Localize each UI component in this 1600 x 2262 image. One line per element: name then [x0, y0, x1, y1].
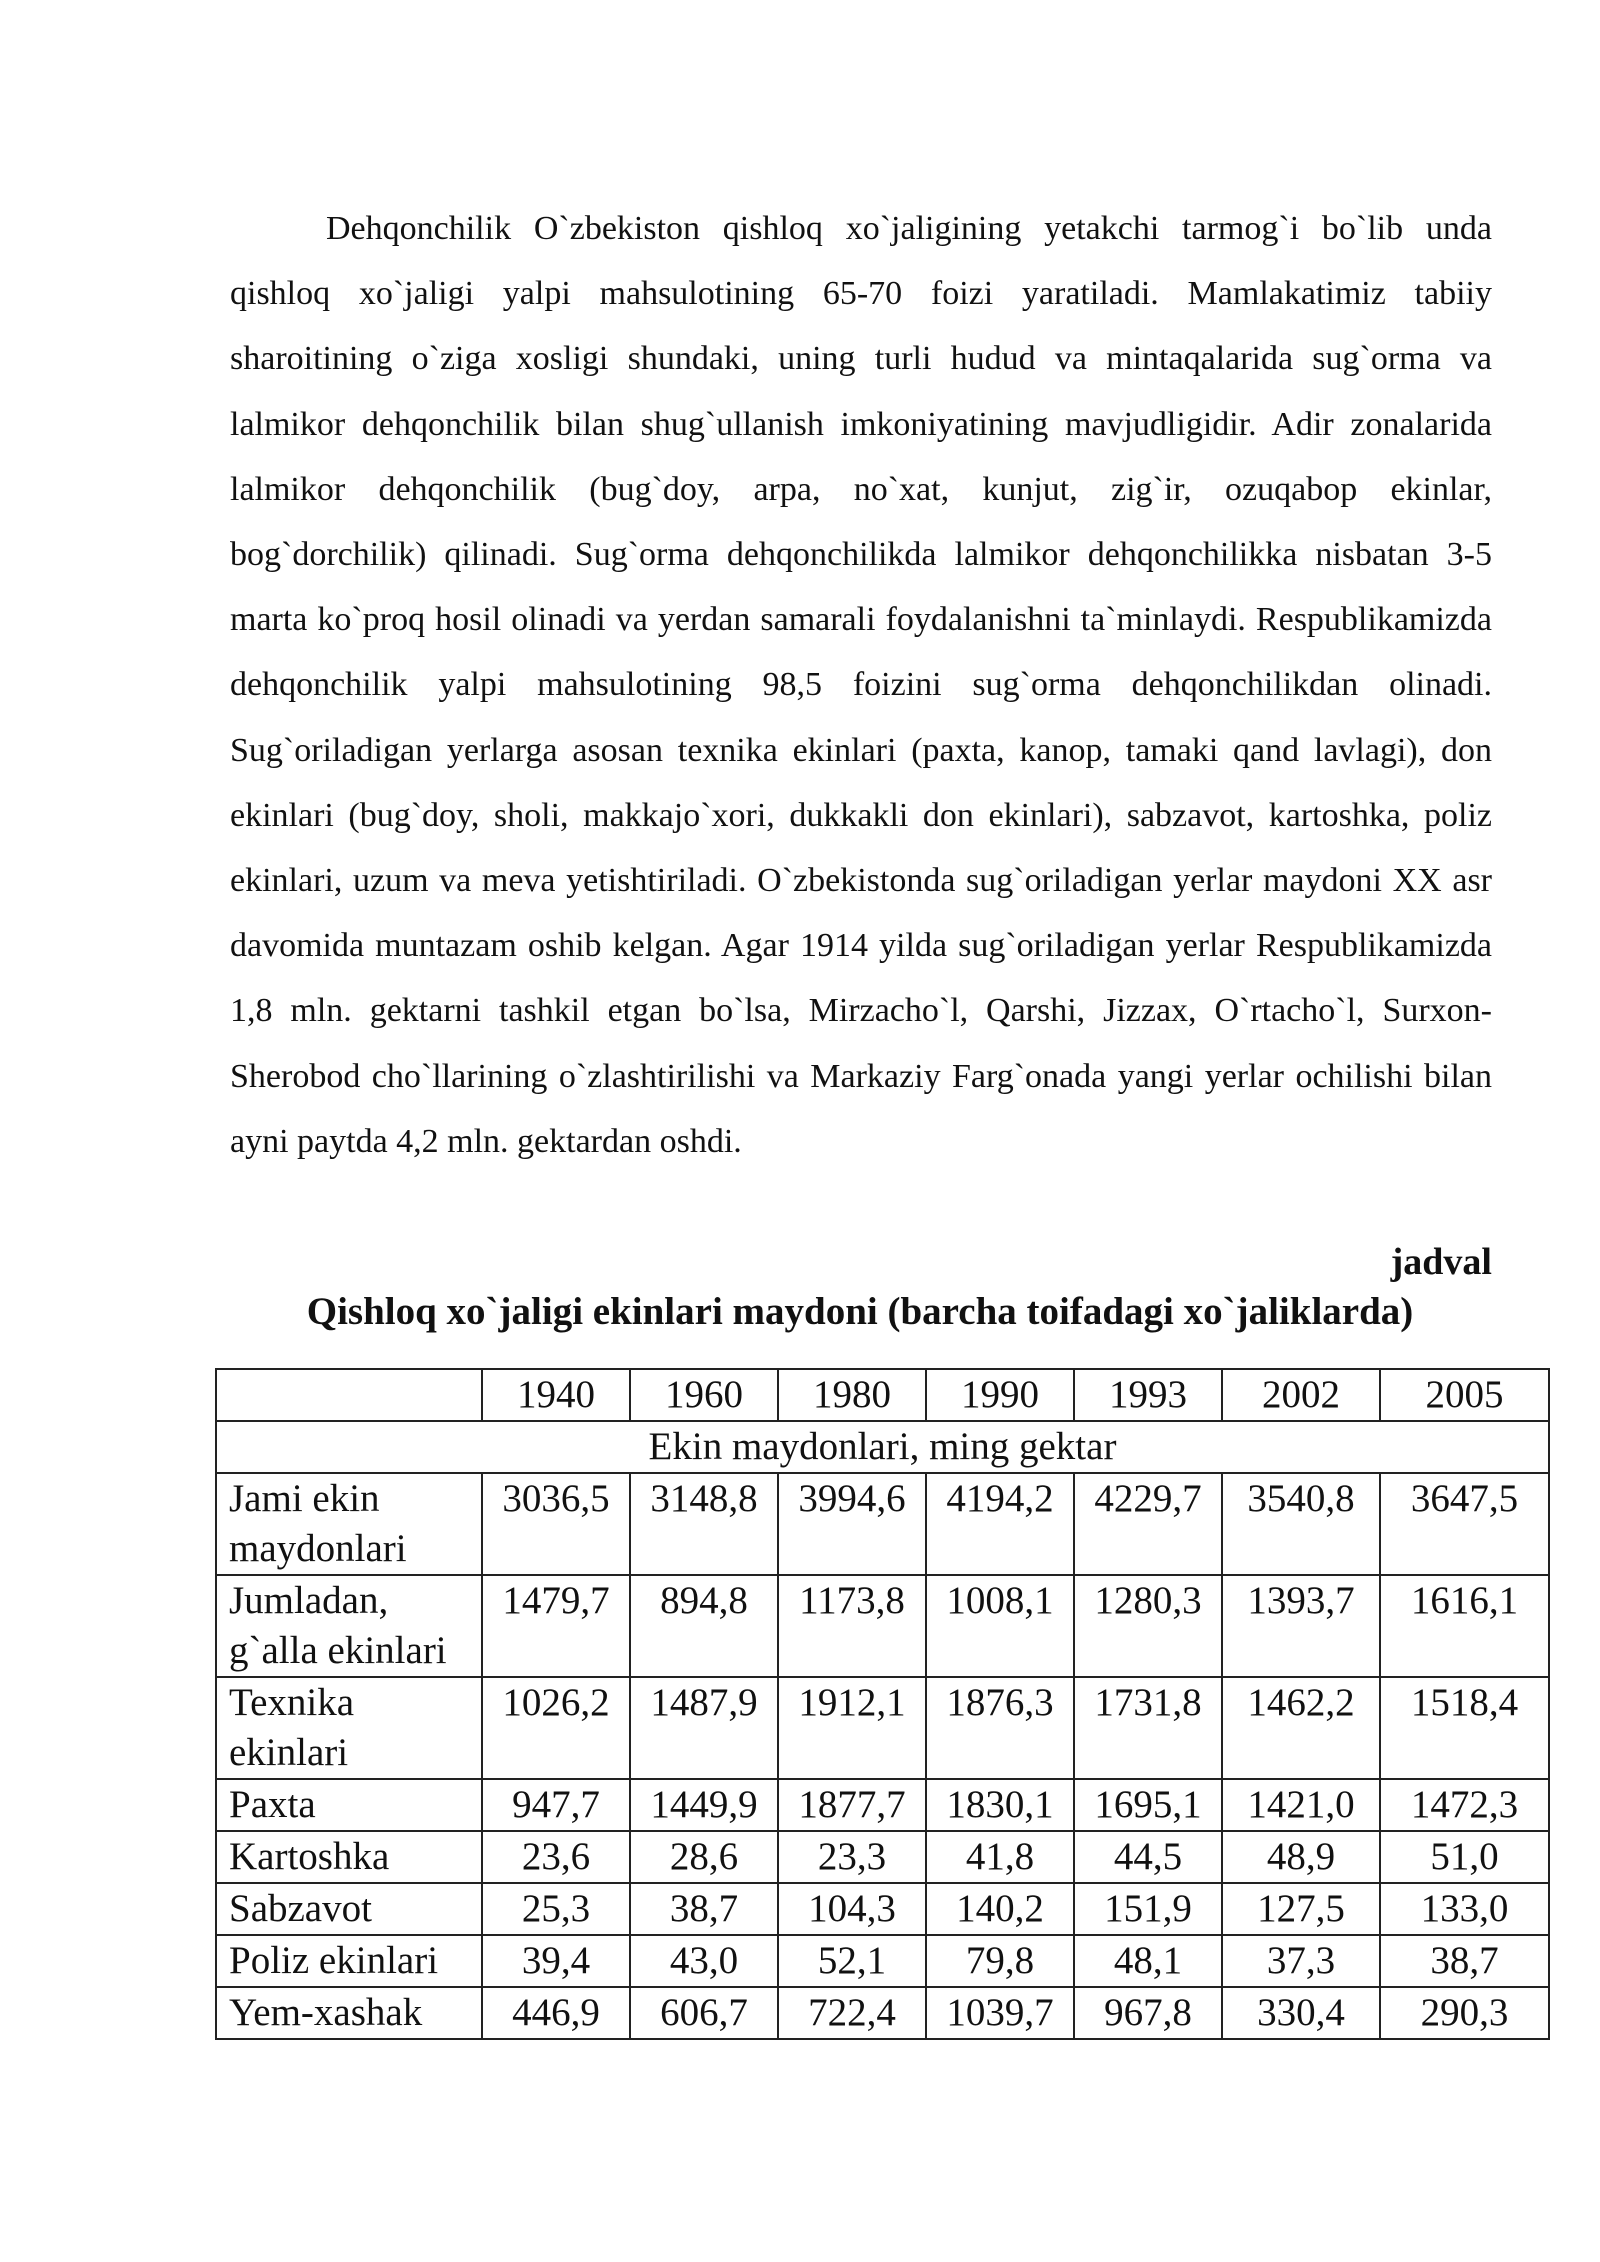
value-cell: 1695,1	[1074, 1779, 1222, 1831]
table-header-row	[216, 1369, 1549, 1421]
value-cell: 3540,8	[1222, 1473, 1380, 1575]
value-cell: 1026,2	[482, 1677, 630, 1779]
value-cell: 25,3	[482, 1883, 630, 1935]
value-cell: 79,8	[926, 1935, 1074, 1987]
value-cell: 606,7	[630, 1987, 778, 2039]
value-cell: 1421,0	[1222, 1779, 1380, 1831]
year-header-cell: 2002	[1222, 1369, 1380, 1421]
value-cell: 151,9	[1074, 1883, 1222, 1935]
value-cell: 1731,8	[1074, 1677, 1222, 1779]
value-cell: 48,9	[1222, 1831, 1380, 1883]
value-cell: 44,5	[1074, 1831, 1222, 1883]
year-header-cell: 1993	[1074, 1369, 1222, 1421]
value-cell: 330,4	[1222, 1987, 1380, 2039]
value-cell: 1912,1	[778, 1677, 926, 1779]
year-header-cell: 1990	[926, 1369, 1074, 1421]
value-cell: 3148,8	[630, 1473, 778, 1575]
row-label-cell: Yem-xashak	[216, 1987, 482, 2039]
value-cell: 3994,6	[778, 1473, 926, 1575]
value-cell: 722,4	[778, 1987, 926, 2039]
table-row	[216, 1677, 1549, 1779]
row-label-cell: Texnika ekinlari	[216, 1677, 482, 1779]
row-label-cell: Jumladan, g`alla ekinlari	[216, 1575, 482, 1677]
value-cell: 39,4	[482, 1935, 630, 1987]
year-header-cell: 1940	[482, 1369, 630, 1421]
header-corner-cell	[216, 1369, 482, 1421]
value-cell: 894,8	[630, 1575, 778, 1677]
value-cell: 1616,1	[1380, 1575, 1549, 1677]
unit-cell: Ekin maydonlari, ming gektar	[216, 1421, 1549, 1473]
value-cell: 51,0	[1380, 1831, 1549, 1883]
value-cell: 140,2	[926, 1883, 1074, 1935]
value-cell: 1472,3	[1380, 1779, 1549, 1831]
table-row	[216, 1473, 1549, 1575]
table-row	[216, 1779, 1549, 1831]
year-header-cell: 1960	[630, 1369, 778, 1421]
value-cell: 3647,5	[1380, 1473, 1549, 1575]
value-cell: 1518,4	[1380, 1677, 1549, 1779]
value-cell: 38,7	[1380, 1935, 1549, 1987]
value-cell: 3036,5	[482, 1473, 630, 1575]
year-header-cell: 1980	[778, 1369, 926, 1421]
value-cell: 23,3	[778, 1831, 926, 1883]
value-cell: 1876,3	[926, 1677, 1074, 1779]
value-cell: 133,0	[1380, 1883, 1549, 1935]
value-cell: 1462,2	[1222, 1677, 1380, 1779]
value-cell: 1039,7	[926, 1987, 1074, 2039]
value-cell: 48,1	[1074, 1935, 1222, 1987]
crop-area-table	[215, 1368, 1550, 2040]
row-label-cell: Jami ekin maydonlari	[216, 1473, 482, 1575]
table-row	[216, 1831, 1549, 1883]
year-header-cell: 2005	[1380, 1369, 1549, 1421]
value-cell: 1393,7	[1222, 1575, 1380, 1677]
value-cell: 1280,3	[1074, 1575, 1222, 1677]
row-label-cell: Paxta	[216, 1779, 482, 1831]
value-cell: 1830,1	[926, 1779, 1074, 1831]
row-label-cell: Kartoshka	[216, 1831, 482, 1883]
table-number-label: jadval	[1390, 1241, 1492, 1283]
value-cell: 37,3	[1222, 1935, 1380, 1987]
body-paragraph: Dehqonchilik O`zbekiston qishloq xo`jaligining yetakchi tarmog`i bo`lib unda qishloq xo`jaligi yalpi mahsulotining 65-70 foizi yaratiladi. Mamlakatimiz tabiiy sharoitining o`ziga xosligi shundaki, uning turli hudud va mintaqalarida sug`orma va lalmikor dehqonchilik bilan shug`ullanish imkoniyatining mavjudligidir. Adir zonalarida lalmikor dehqonchilik (bug`doy, arpa, no`xat, kunjut, zig`ir, ozuqabop ekinlar, bog`dorchilik) qilinadi. Sug`orma dehqonchilikda lalmikor dehqonchilikka nisbatan 3-5 marta ko`proq hosil olinadi va yerdan samarali foydalanishni ta`minlaydi. Respublikamizda dehqonchilik yalpi mahsulotining 98,5 foizini sug`orma dehqonchilikdan olinadi. Sug`oriladigan yerlarga asosan texnika ekinlari (paxta, kanop, tamaki qand lavlagi), don ekinlari (bug`doy, sholi, makkajo`xori, dukkakli don ekinlari), sabzavot, kartoshka, poliz ekinlari, uzum va meva yetishtiriladi. O`zbekistonda sug`oriladigan yerlar maydoni XX asr davomida muntazam oshib kelgan. Agar 1914 yilda sug`oriladigan yerlar Respublikamizda 1,8 mln. gektarni tashkil etgan bo`lsa, Mirzacho`l, Qarshi, Jizzax, O`rtacho`l, Surxon-Sherobod cho`llarining o`zlashtirilishi va Markaziy Farg`onada yangi yerlar ochilishi bilan ayni paytda 4,2 mln. gektardan oshdi.	[230, 210, 1492, 1160]
row-label-cell: Poliz ekinlari	[216, 1935, 482, 1987]
table-row	[216, 1935, 1549, 1987]
value-cell: 28,6	[630, 1831, 778, 1883]
value-cell: 290,3	[1380, 1987, 1549, 2039]
value-cell: 4229,7	[1074, 1473, 1222, 1575]
value-cell: 52,1	[778, 1935, 926, 1987]
value-cell: 967,8	[1074, 1987, 1222, 2039]
value-cell: 1877,7	[778, 1779, 926, 1831]
table-row	[216, 1987, 1549, 2039]
value-cell: 23,6	[482, 1831, 630, 1883]
value-cell: 947,7	[482, 1779, 630, 1831]
value-cell: 38,7	[630, 1883, 778, 1935]
value-cell: 41,8	[926, 1831, 1074, 1883]
table-row	[216, 1883, 1549, 1935]
value-cell: 1449,9	[630, 1779, 778, 1831]
row-label-cell: Sabzavot	[216, 1883, 482, 1935]
value-cell: 127,5	[1222, 1883, 1380, 1935]
value-cell: 104,3	[778, 1883, 926, 1935]
value-cell: 1173,8	[778, 1575, 926, 1677]
value-cell: 4194,2	[926, 1473, 1074, 1575]
value-cell: 446,9	[482, 1987, 630, 2039]
unit-row	[216, 1421, 1549, 1473]
value-cell: 43,0	[630, 1935, 778, 1987]
table-row	[216, 1575, 1549, 1677]
value-cell: 1479,7	[482, 1575, 630, 1677]
value-cell: 1008,1	[926, 1575, 1074, 1677]
value-cell: 1487,9	[630, 1677, 778, 1779]
table-title: Qishloq xo`jaligi ekinlari maydoni (barcha toifadagi xo`jaliklarda)	[306, 1290, 1414, 1333]
